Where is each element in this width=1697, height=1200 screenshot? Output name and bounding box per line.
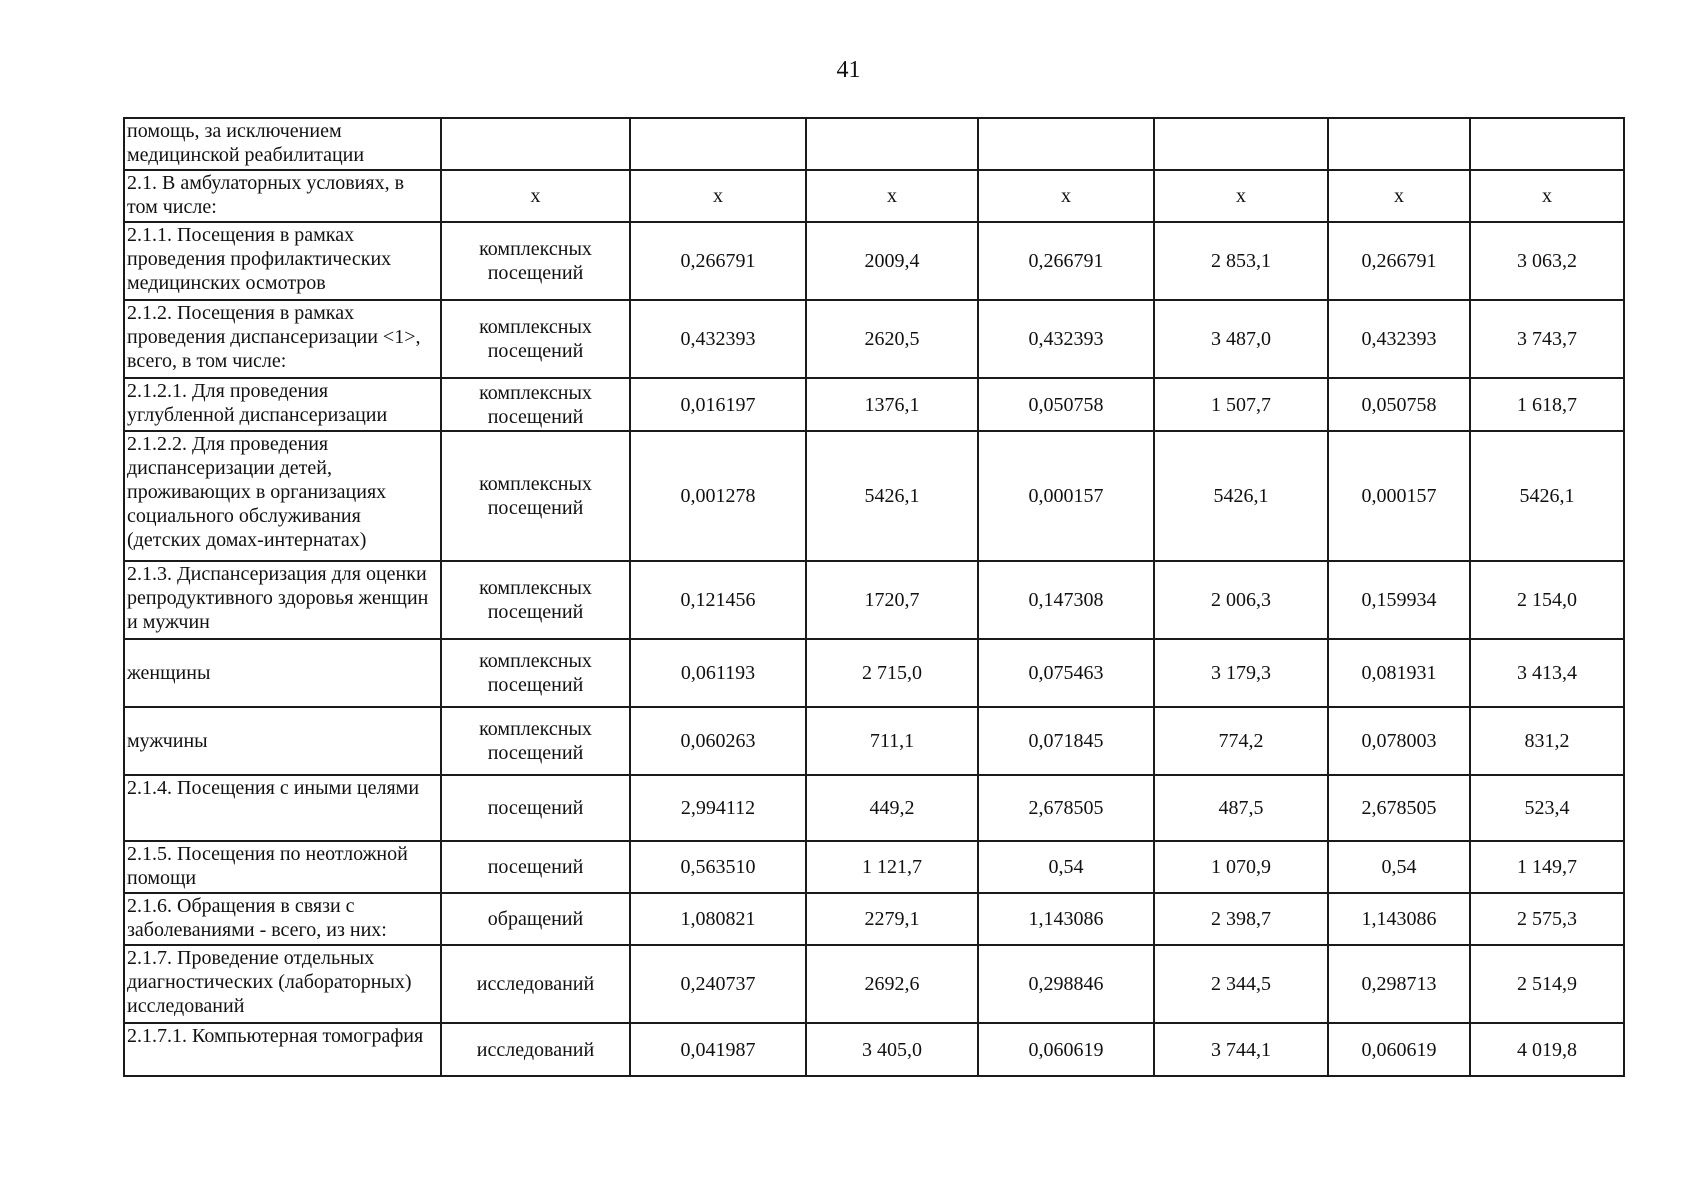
value-cell: 711,1 [806,707,978,775]
value-cell: 0,159934 [1328,561,1470,639]
unit-cell: комплексных посещений [441,300,630,378]
value-cell: 1376,1 [806,378,978,431]
row-name-cell: 2.1.7.1. Компьютерная томография [124,1023,441,1076]
value-cell: 0,432393 [978,300,1154,378]
value-cell: 2 344,5 [1154,945,1328,1023]
standards-table [123,117,1625,1077]
unit-cell: посещений [441,775,630,841]
value-cell: 0,240737 [630,945,806,1023]
table-row [124,707,1624,775]
value-cell: 0,54 [1328,841,1470,893]
row-name-cell: 2.1.7. Проведение отдельных диагностических (лабораторных) исследований [124,945,441,1023]
value-cell: 5426,1 [1470,431,1624,561]
value-cell: 1,143086 [978,893,1154,945]
value-cell: 2692,6 [806,945,978,1023]
value-cell: 0,078003 [1328,707,1470,775]
row-name-cell: 2.1.2.2. Для проведения диспансеризации детей, проживающих в организациях социального обслуживания (детских домах-интернатах) [124,431,441,561]
value-cell: 0,016197 [630,378,806,431]
value-cell: 0,000157 [978,431,1154,561]
unit-cell: исследований [441,945,630,1023]
value-cell: 0,54 [978,841,1154,893]
value-cell: 5426,1 [806,431,978,561]
table-row [124,300,1624,378]
value-cell: x [1154,170,1328,222]
value-cell [806,118,978,170]
unit-cell: исследований [441,1023,630,1076]
page-number: 41 [836,57,861,83]
value-cell [1470,118,1624,170]
value-cell: 3 063,2 [1470,222,1624,300]
table-row [124,378,1624,431]
value-cell: 2,994112 [630,775,806,841]
row-name-cell: 2.1.5. Посещения по неотложной помощи [124,841,441,893]
value-cell: 0,050758 [1328,378,1470,431]
value-cell [630,118,806,170]
row-name-cell: 2.1.3. Диспансеризация для оценки репродуктивного здоровья женщин и мужчин [124,561,441,639]
value-cell: 449,2 [806,775,978,841]
value-cell: 0,071845 [978,707,1154,775]
value-cell: x [806,170,978,222]
table-row [124,639,1624,707]
value-cell: 2,678505 [1328,775,1470,841]
unit-cell: комплексных посещений [441,639,630,707]
value-cell: 3 413,4 [1470,639,1624,707]
value-cell: 0,147308 [978,561,1154,639]
value-cell: 2 154,0 [1470,561,1624,639]
value-cell: 0,060263 [630,707,806,775]
unit-cell: комплексных посещений [441,561,630,639]
row-name-cell: помощь, за исключением медицинской реабилитации [124,118,441,170]
value-cell: x [630,170,806,222]
value-cell: 2 715,0 [806,639,978,707]
value-cell: 0,041987 [630,1023,806,1076]
value-cell: 831,2 [1470,707,1624,775]
value-cell: 0,060619 [978,1023,1154,1076]
unit-cell: x [441,170,630,222]
unit-cell: обращений [441,893,630,945]
value-cell: 0,298846 [978,945,1154,1023]
value-cell: 774,2 [1154,707,1328,775]
row-name-cell: мужчины [124,707,441,775]
value-cell: 2009,4 [806,222,978,300]
value-cell: 487,5 [1154,775,1328,841]
unit-cell [441,118,630,170]
row-name-cell: 2.1.1. Посещения в рамках проведения профилактических медицинских осмотров [124,222,441,300]
value-cell: 3 744,1 [1154,1023,1328,1076]
value-cell: 1 507,7 [1154,378,1328,431]
value-cell: 2 006,3 [1154,561,1328,639]
value-cell: 3 179,3 [1154,639,1328,707]
table-row [124,222,1624,300]
row-name-cell: 2.1.2. Посещения в рамках проведения диспансеризации <1>, всего, в том числе: [124,300,441,378]
value-cell: x [978,170,1154,222]
value-cell: 1 121,7 [806,841,978,893]
value-cell [1328,118,1470,170]
value-cell: 0,121456 [630,561,806,639]
value-cell: x [1470,170,1624,222]
table-row [124,841,1624,893]
value-cell: 0,266791 [1328,222,1470,300]
value-cell [1154,118,1328,170]
value-cell: 2,678505 [978,775,1154,841]
value-cell: 0,266791 [630,222,806,300]
table-row [124,118,1624,170]
value-cell: 2620,5 [806,300,978,378]
value-cell: 0,075463 [978,639,1154,707]
value-cell: 0,050758 [978,378,1154,431]
table-row [124,561,1624,639]
unit-cell: посещений [441,841,630,893]
value-cell: 0,298713 [1328,945,1470,1023]
table-row [124,893,1624,945]
value-cell: 2279,1 [806,893,978,945]
value-cell: 523,4 [1470,775,1624,841]
table-row [124,170,1624,222]
value-cell: 4 019,8 [1470,1023,1624,1076]
value-cell: 1,080821 [630,893,806,945]
value-cell: 1,143086 [1328,893,1470,945]
value-cell: 0,432393 [1328,300,1470,378]
table-row [124,945,1624,1023]
value-cell: 0,266791 [978,222,1154,300]
value-cell: 3 405,0 [806,1023,978,1076]
value-cell: 0,563510 [630,841,806,893]
table-row [124,775,1624,841]
value-cell: 0,432393 [630,300,806,378]
row-name-cell: женщины [124,639,441,707]
value-cell: 0,000157 [1328,431,1470,561]
value-cell: 0,081931 [1328,639,1470,707]
value-cell: 1 149,7 [1470,841,1624,893]
value-cell: 0,060619 [1328,1023,1470,1076]
value-cell: 2 514,9 [1470,945,1624,1023]
value-cell: 0,001278 [630,431,806,561]
row-name-cell: 2.1.2.1. Для проведения углубленной диспансеризации [124,378,441,431]
value-cell: 3 487,0 [1154,300,1328,378]
value-cell: 5426,1 [1154,431,1328,561]
row-name-cell: 2.1.4. Посещения с иными целями [124,775,441,841]
table-row [124,431,1624,561]
value-cell [978,118,1154,170]
value-cell: 0,061193 [630,639,806,707]
row-name-cell: 2.1.6. Обращения в связи с заболеваниями - всего, из них: [124,893,441,945]
value-cell: x [1328,170,1470,222]
value-cell: 2 398,7 [1154,893,1328,945]
unit-cell: комплексных посещений [441,707,630,775]
unit-cell: комплексных посещений [441,222,630,300]
value-cell: 2 853,1 [1154,222,1328,300]
row-name-cell: 2.1. В амбулаторных условиях, в том числе: [124,170,441,222]
value-cell: 1 070,9 [1154,841,1328,893]
unit-cell: комплексных посещений [441,431,630,561]
table-row [124,1023,1624,1076]
value-cell: 3 743,7 [1470,300,1624,378]
unit-cell: комплексных посещений [441,378,630,431]
value-cell: 2 575,3 [1470,893,1624,945]
value-cell: 1 618,7 [1470,378,1624,431]
value-cell: 1720,7 [806,561,978,639]
